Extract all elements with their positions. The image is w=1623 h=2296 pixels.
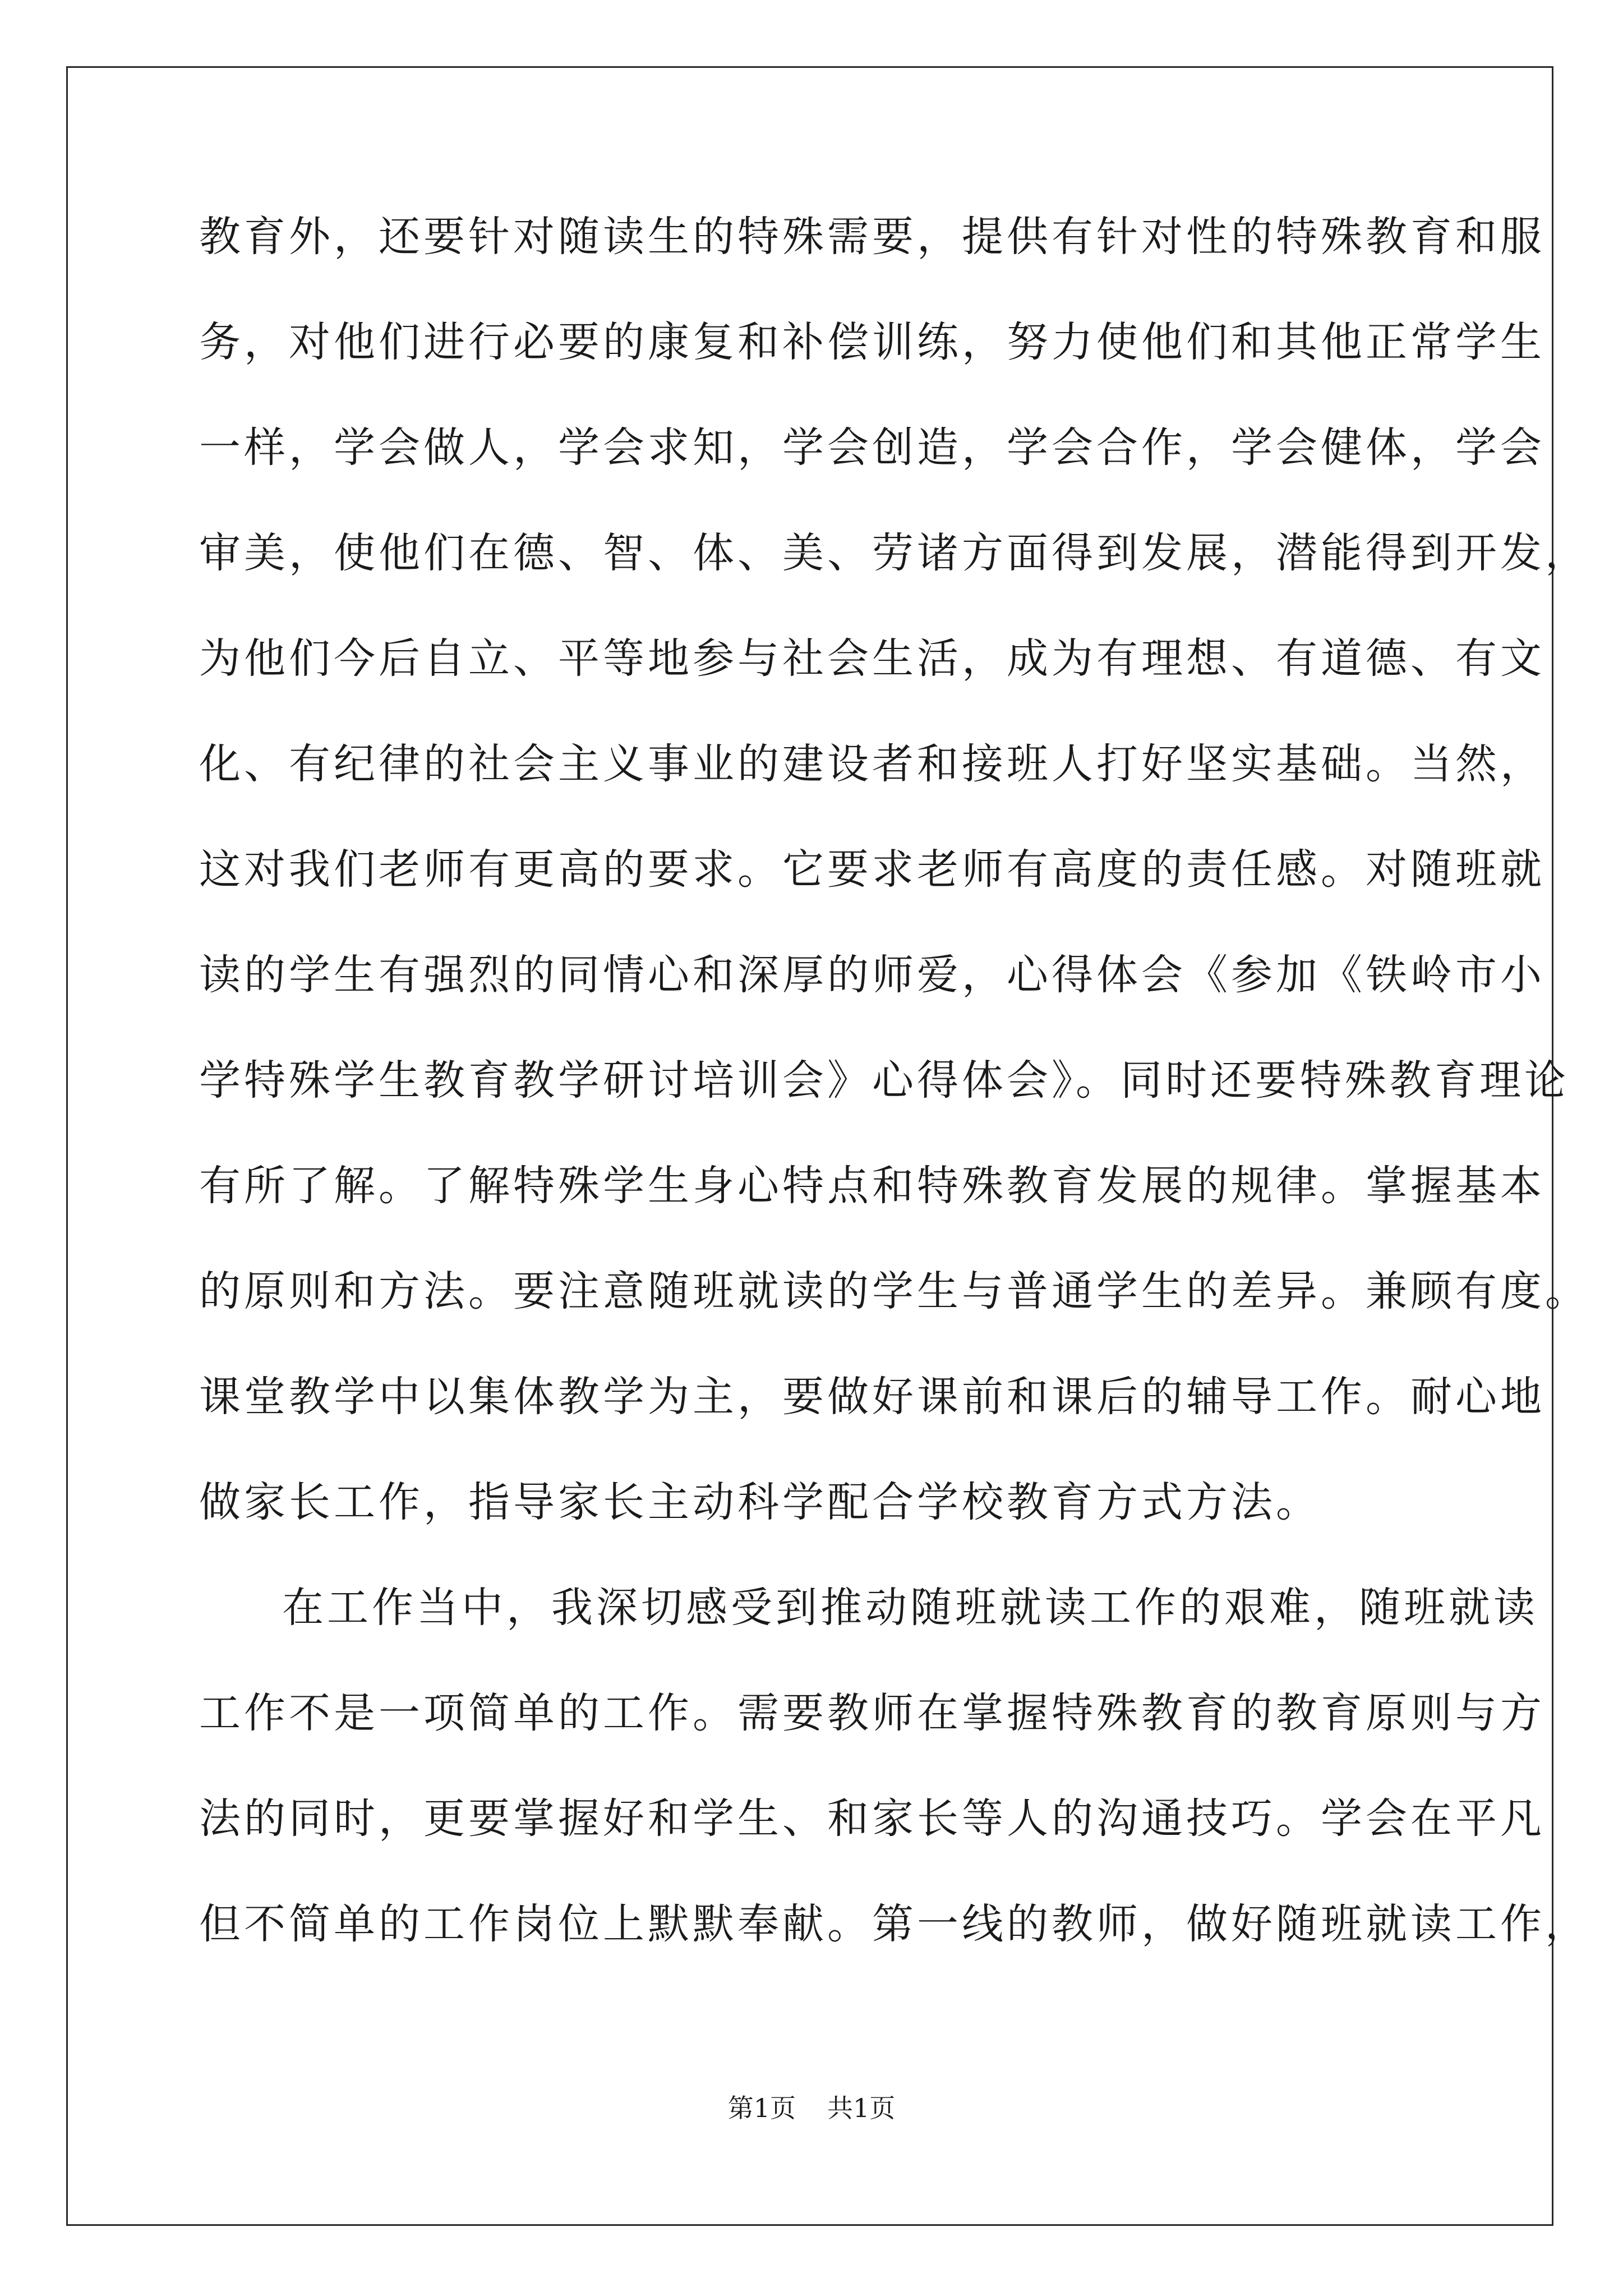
text-line: 课堂教学中以集体教学为主，要做好课前和课后的辅导工作。耐心地 — [199, 1373, 1545, 1421]
document-body — [199, 213, 1590, 2009]
page-footer — [0, 2095, 1623, 2121]
text-line: 有所了解。了解特殊学生身心特点和特殊教育发展的规律。掌握基本 — [199, 1162, 1545, 1210]
text-line: 化、有纪律的社会主义事业的建设者和接班人打好坚实基础。当然， — [199, 740, 1545, 788]
paragraph-first-line: 在工作当中，我深切感受到推动随班就读工作的艰难，随班就读 — [282, 1584, 1538, 1632]
text-line: 但不简单的工作岗位上默默奉献。第一线的教师，做好随班就读工作， — [199, 1900, 1590, 1948]
text-line: 教育外，还要针对随读生的特殊需要，提供有针对性的特殊教育和服 — [199, 213, 1545, 261]
text-line: 读的学生有强烈的同情心和深厚的师爱，心得体会《参加《铁岭市小 — [199, 951, 1545, 999]
text-line: 做家长工作，指导家长主动科学配合学校教育方式方法。 — [199, 1478, 1321, 1526]
text-line: 一样，学会做人，学会求知，学会创造，学会合作，学会健体，学会 — [199, 424, 1545, 472]
text-line: 学特殊学生教育教学研讨培训会》心得体会》。同时还要特殊教育理论 — [199, 1056, 1569, 1105]
text-line: 的原则和方法。要注意随班就读的学生与普通学生的差异。兼顾有度。 — [199, 1267, 1590, 1315]
text-line: 审美，使他们在德、智、体、美、劳诸方面得到发展，潜能得到开发， — [199, 529, 1590, 577]
text-line: 这对我们老师有更高的要求。它要求老师有高度的责任感。对随班就 — [199, 845, 1545, 894]
text-line: 法的同时，更要掌握好和学生、和家长等人的沟通技巧。学会在平凡 — [199, 1795, 1545, 1843]
text-line: 务，对他们进行必要的康复和补偿训练，努力使他们和其他正常学生 — [199, 318, 1545, 366]
text-line: 工作不是一项简单的工作。需要教师在掌握特殊教育的教育原则与方 — [199, 1689, 1545, 1737]
page-number: 第1页 — [727, 2093, 796, 2123]
page-total: 共1页 — [827, 2093, 896, 2123]
text-line: 为他们今后自立、平等地参与社会生活，成为有理想、有道德、有文 — [199, 634, 1545, 683]
